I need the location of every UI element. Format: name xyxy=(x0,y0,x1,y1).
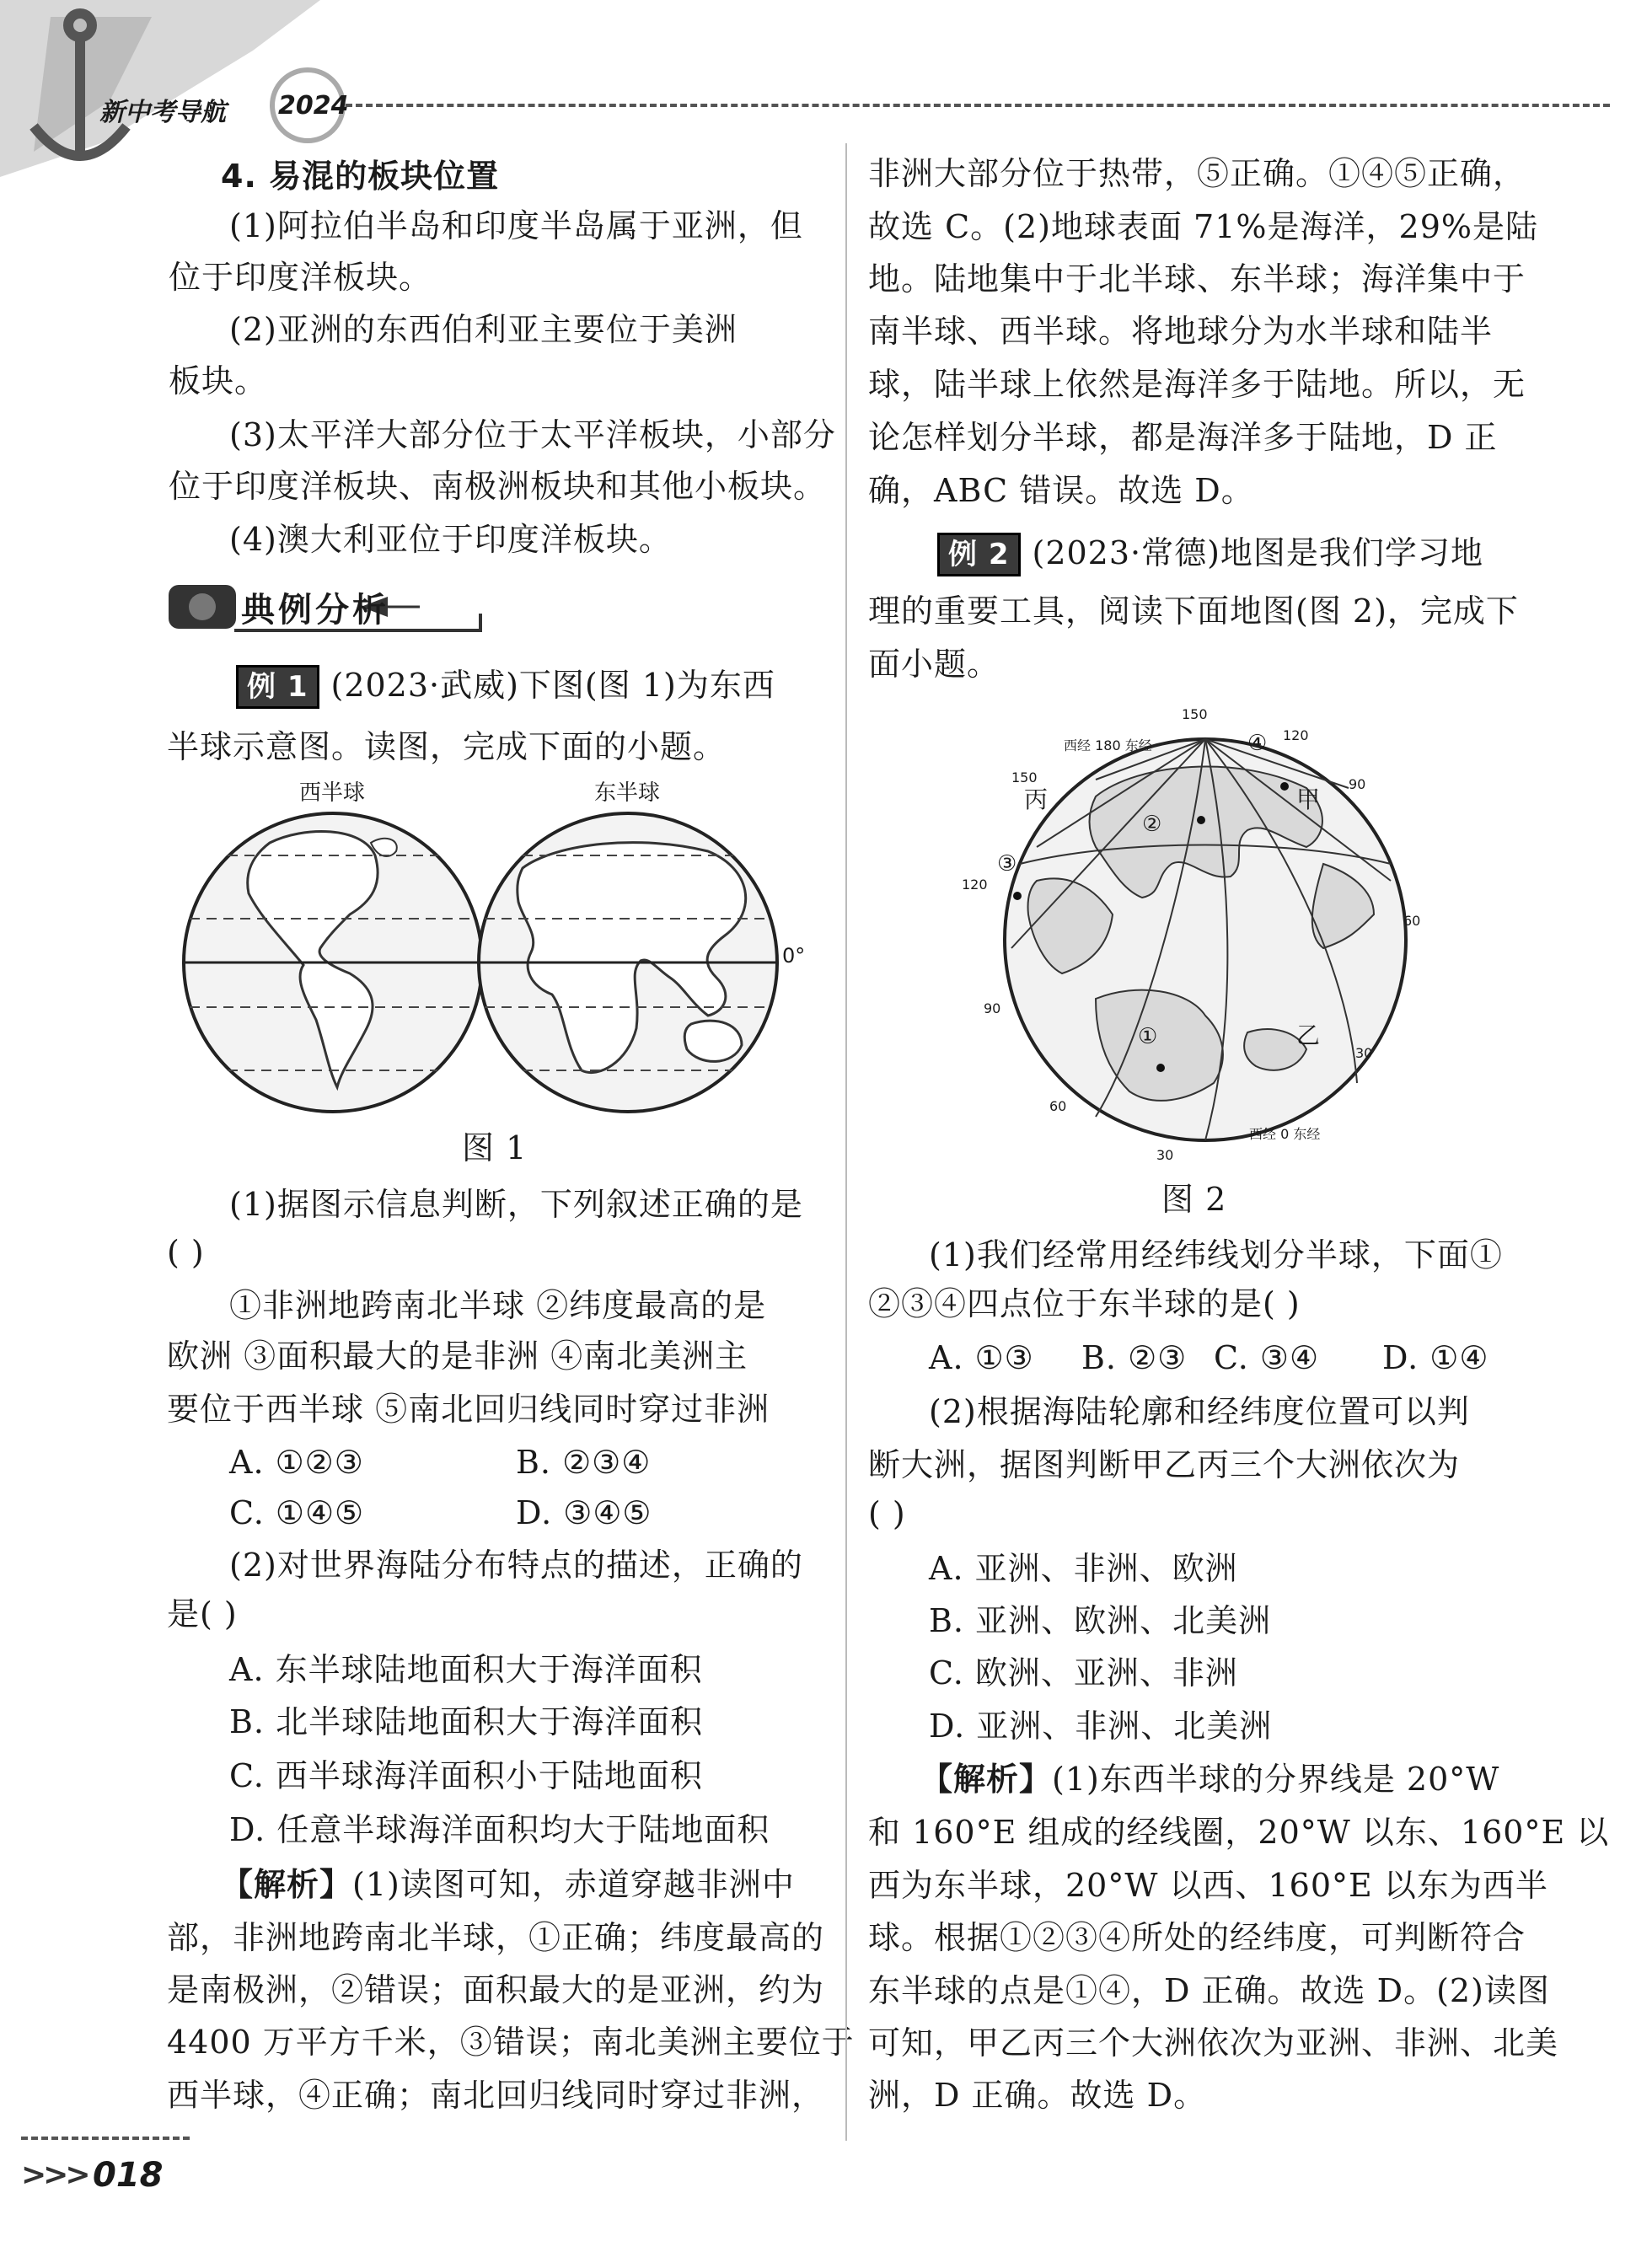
example2-intro: 例 2 (2023·常德)地图是我们学习地 xyxy=(937,527,1483,579)
ex1-analysis-cont: 地。陆地集中于北半球、东半球；海洋集中于 xyxy=(868,260,1526,298)
ex1-analysis-cont: 南半球、西半球。将地球分为水半球和陆半 xyxy=(868,313,1494,350)
ex2-analysis-line: 东半球的点是①④，D 正确。故选 D。(2)读图 xyxy=(868,1972,1550,2009)
section4-line: (4)澳大利亚位于印度洋板块。 xyxy=(229,521,672,558)
analysis-label: 【解析】 xyxy=(221,1866,353,1903)
point-label-4: ④ xyxy=(1247,731,1268,756)
point-label-2: ② xyxy=(1142,812,1162,837)
ex2-q2-stem: 断大洲，据图判断甲乙丙三个大洲依次为 xyxy=(868,1446,1461,1483)
ex1-q1-statement: 要位于西半球 ⑤南北回归线同时穿过非洲 xyxy=(167,1391,770,1428)
example2-intro-line: 理的重要工具，阅读下面地图(图 2)，完成下 xyxy=(868,592,1519,630)
label-bottom-lon: 西经 0 东经 xyxy=(1249,1126,1321,1142)
figure1-caption: 图 1 xyxy=(462,1129,528,1166)
ex2-analysis-line: 西为东半球，20°W 以西、160°E 以东为西半 xyxy=(868,1867,1548,1904)
example-banner xyxy=(167,573,487,635)
ex1-q1-option-b[interactable]: B. ②③④ xyxy=(516,1444,652,1481)
ex2-q1-option-c[interactable]: C. ③④ xyxy=(1214,1339,1320,1376)
ex2-analysis-first: 【解析】(1)东西半球的分界线是 20°W xyxy=(920,1761,1500,1798)
ex2-q2-blank: ( ) xyxy=(868,1495,906,1532)
ex1-q1-statement: 欧洲 ③面积最大的是非洲 ④南北美洲主 xyxy=(167,1338,748,1375)
figure2-globe xyxy=(952,695,1458,1167)
ex1-analysis-line: 4400 万平方千米，③错误；南北美洲主要位于 xyxy=(167,2024,855,2061)
east-hemisphere-label: 东半球 xyxy=(594,780,661,806)
ex1-analysis-cont: 球，陆半球上依然是海洋多于陆地。所以，无 xyxy=(868,366,1526,403)
example1-tag: 例 1 xyxy=(236,665,319,709)
ex1-analysis-cont: 确，ABC 错误。故选 D。 xyxy=(868,472,1254,509)
west-hemisphere xyxy=(184,813,482,1112)
ex1-analysis-line: 部，非洲地跨南北半球，①正确；纬度最高的 xyxy=(167,1919,825,1956)
ex1-q1-blank: ( ) xyxy=(167,1234,205,1271)
ex1-q2-option-c[interactable]: C. 西半球海洋面积小于陆地面积 xyxy=(229,1757,703,1794)
footer-dashed-rule xyxy=(21,2137,190,2140)
example1-intro: 例 1 (2023·武威)下图(图 1)为东西 xyxy=(236,659,775,711)
section4-line: (1)阿拉伯半岛和印度半岛属于亚洲，但 xyxy=(229,207,803,244)
footer-arrows-icon: >>> xyxy=(21,2158,88,2192)
label-lon: 120 xyxy=(962,877,988,893)
section4-title: 4. 易混的板块位置 xyxy=(221,158,500,195)
figure2-caption: 图 2 xyxy=(1161,1181,1227,1218)
ex2-analysis-line: 洲，D 正确。故选 D。 xyxy=(868,2077,1207,2114)
ex1-q1-stem: (1)据图示信息判断，下列叙述正确的是 xyxy=(229,1186,803,1223)
label-lon: 30 xyxy=(1355,1045,1373,1061)
ex1-q1-statement: ①非洲地跨南北半球 ②纬度最高的是 xyxy=(229,1287,767,1324)
equator-label: 0° xyxy=(782,944,806,968)
label-lon: 30 xyxy=(1156,1147,1174,1163)
ex2-q1-stem: (1)我们经常用经纬线划分半球，下面① xyxy=(929,1236,1503,1273)
ex2-analysis-line: 和 160°E 组成的经线圈，20°W 以东、160°E 以 xyxy=(868,1814,1610,1851)
ex1-analysis-cont: 非洲大部分位于热带，⑤正确。①④⑤正确， xyxy=(868,155,1526,192)
ex1-q2-option-a[interactable]: A. 东半球陆地面积大于海洋面积 xyxy=(229,1651,703,1688)
ex2-q1-stem: ②③④四点位于东半球的是( ) xyxy=(868,1285,1301,1322)
continent-bing: 丙 xyxy=(1024,785,1049,813)
ex2-q2-option-c[interactable]: C. 欧洲、亚洲、非洲 xyxy=(929,1654,1238,1692)
header-dashed-rule xyxy=(346,104,1610,107)
example2-intro-line: 面小题。 xyxy=(868,646,1000,683)
label-lon: 90 xyxy=(1349,776,1366,792)
ex2-analysis-line: 球。根据①②③④所处的经纬度，可判断符合 xyxy=(868,1919,1526,1956)
ex2-q1-option-b[interactable]: B. ②③ xyxy=(1081,1339,1188,1376)
label-lon: 150 xyxy=(1011,769,1038,785)
continent-jia: 甲 xyxy=(1296,785,1321,813)
banner-title: 典例分析 xyxy=(241,591,389,630)
ex1-analysis-line: 是南极洲，②错误；面积最大的是亚洲，约为 xyxy=(167,1971,825,2008)
ex1-analysis-cont: 故选 C。(2)地球表面 71%是海洋，29%是陆 xyxy=(868,208,1538,245)
section4-line: (2)亚洲的东西伯利亚主要位于美洲 xyxy=(229,311,738,348)
ex2-q2-option-d[interactable]: D. 亚洲、非洲、北美洲 xyxy=(929,1708,1273,1745)
section4-line: 位于印度洋板块。 xyxy=(169,259,432,296)
example1-intro-line2: 半球示意图。读图，完成下面的小题。 xyxy=(167,728,727,765)
label-lon: 150 xyxy=(1182,706,1208,722)
ex1-q2-option-d[interactable]: D. 任意半球海洋面积均大于陆地面积 xyxy=(229,1811,770,1848)
ex2-q2-option-b[interactable]: B. 亚洲、欧洲、北美洲 xyxy=(929,1602,1272,1639)
east-hemisphere xyxy=(479,813,777,1112)
example2-tag: 例 2 xyxy=(937,533,1021,576)
page-number: 018 xyxy=(93,2156,164,2195)
ex1-q2-option-b[interactable]: B. 北半球陆地面积大于海洋面积 xyxy=(229,1703,704,1740)
label-top-lon: 西经 180 东经 xyxy=(1064,737,1152,753)
label-lon: 90 xyxy=(984,1000,1001,1016)
label-lon: 60 xyxy=(1403,913,1421,929)
west-hemisphere-label: 西半球 xyxy=(299,780,366,806)
label-lon: 120 xyxy=(1283,727,1309,743)
ex1-q1-option-a[interactable]: A. ①②③ xyxy=(229,1444,364,1481)
continent-yi: 乙 xyxy=(1296,1021,1321,1049)
ex2-q1-option-a[interactable]: A. ①③ xyxy=(929,1339,1034,1376)
ex1-analysis-first: 【解析】(1)读图可知，赤道穿越非洲中 xyxy=(221,1866,795,1903)
section4-line: (3)太平洋大部分位于太平洋板块，小部分 xyxy=(229,416,836,453)
point-label-1: ① xyxy=(1138,1024,1158,1049)
section4-line: 位于印度洋板块、南极洲板块和其他小板块。 xyxy=(169,468,827,505)
ex1-q2-blank: 是( ) xyxy=(167,1595,238,1633)
figure1-hemispheres xyxy=(169,775,818,1129)
ex1-analysis-line: 西半球，④正确；南北回归线同时穿过非洲， xyxy=(167,2077,825,2114)
analysis-label: 【解析】 xyxy=(920,1761,1053,1798)
ex2-q1-option-d[interactable]: D. ①④ xyxy=(1382,1339,1489,1376)
ex1-q1-option-c[interactable]: C. ①④⑤ xyxy=(229,1494,365,1531)
ex2-q2-stem: (2)根据海陆轮廓和经纬度位置可以判 xyxy=(929,1393,1470,1430)
column-divider xyxy=(845,143,847,2141)
ex1-q1-option-d[interactable]: D. ③④⑤ xyxy=(516,1494,652,1531)
header-year: 2024 xyxy=(278,91,349,121)
ex2-q2-option-a[interactable]: A. 亚洲、非洲、欧洲 xyxy=(929,1550,1238,1587)
ex2-analysis-line: 可知，甲乙丙三个大洲依次为亚洲、非洲、北美 xyxy=(868,2024,1559,2062)
section4-line: 板块。 xyxy=(169,362,268,399)
ex1-q2-stem: (2)对世界海陆分布特点的描述，正确的 xyxy=(229,1547,803,1584)
point-label-3: ③ xyxy=(997,851,1017,877)
header-brand: 新中考导航 xyxy=(99,98,226,127)
label-lon: 60 xyxy=(1049,1098,1067,1114)
ex1-analysis-cont: 论怎样划分半球，都是海洋多于陆地，D 正 xyxy=(868,419,1498,456)
